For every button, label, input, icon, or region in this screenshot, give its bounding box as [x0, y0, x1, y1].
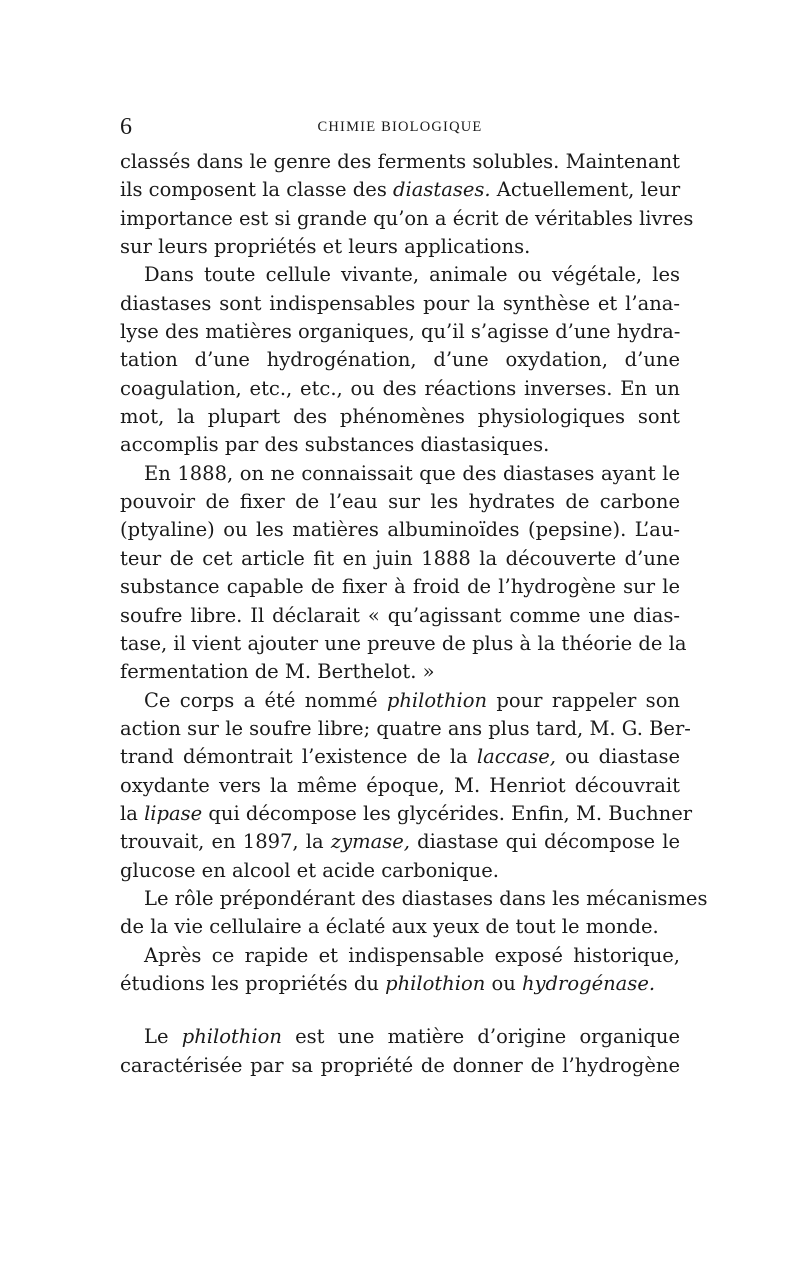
- text-line: (ptyaline) ou les matières albuminoïdes (pepsine). L’au-: [120, 518, 680, 542]
- body-text: [120, 148, 708, 1080]
- running-title: CHIMIE BIOLOGIQUE: [317, 119, 483, 135]
- text-line: trand démontrait l’existence de la laccase, ou diastase: [120, 745, 681, 769]
- text-line: pouvoir de fixer de l’eau sur les hydrates de carbone: [120, 490, 680, 514]
- text-line: coagulation, etc., etc., ou des réactions inverses. En un: [120, 376, 680, 400]
- text-line: fermentation de M. Berthelot. »: [120, 660, 435, 684]
- text-line: trouvait, en 1897, la zymase, diastase qui décompose le: [120, 830, 681, 854]
- text-line: de la vie cellulaire a éclaté aux yeux de tout le monde.: [120, 915, 659, 939]
- text-line: accomplis par des substances diastasiques.: [120, 433, 550, 457]
- text-line: oxydante vers la même époque, M. Henriot découvrait: [120, 773, 680, 797]
- text-line: action sur le soufre libre; quatre ans plus tard, M. G. Ber-: [120, 716, 691, 740]
- text-line: sur leurs propriétés et leurs applications.: [120, 235, 531, 259]
- text-line: diastases sont indispensables pour la synthèse et l’ana-: [120, 291, 680, 315]
- page-header: [0, 112, 800, 142]
- text-line: caractérisée par sa propriété de donner de l’hydrogène: [120, 1053, 680, 1077]
- text-line: En 1888, on ne connaissait que des diastases ayant le: [144, 461, 680, 485]
- text-line: Après ce rapide et indispensable exposé historique,: [144, 943, 680, 967]
- text-line: Ce corps a été nommé philothion pour rappeler son: [144, 688, 680, 712]
- text-line: Le philothion est une matière d’origine organique: [144, 1025, 680, 1049]
- text-line: lyse des matières organiques, qu’il s’agisse d’une hydra-: [120, 320, 681, 344]
- text-line: classés dans le genre des ferments solubles. Maintenant: [120, 150, 680, 173]
- text-line: importance est si grande qu’on a écrit de véritables livres: [120, 206, 694, 230]
- text-line: Dans toute cellule vivante, animale ou végétale, les: [144, 263, 680, 287]
- text-line: Le rôle prépondérant des diastases dans les mécanismes: [144, 886, 708, 910]
- text-line: tase, il vient ajouter une preuve de plus à la théorie de la: [120, 631, 687, 655]
- text-line: tation d’une hydrogénation, d’une oxydation, d’une: [120, 348, 680, 372]
- text-line: substance capable de fixer à froid de l’hydrogène sur le: [120, 575, 680, 599]
- text-line: mot, la plupart des phénomènes physiologiques sont: [120, 405, 680, 429]
- page-number: 6: [120, 114, 132, 140]
- text-line: ils composent la classe des diastases. Actuellement, leur: [120, 178, 681, 202]
- text-line: glucose en alcool et acide carbonique.: [120, 858, 499, 882]
- text-line: étudions les propriétés du philothion ou hydrogénase.: [120, 971, 656, 995]
- text-line: teur de cet article fit en juin 1888 la découverte d’une: [120, 546, 680, 570]
- text-line: la lipase qui décompose les glycérides. Enfin, M. Buchner: [120, 801, 693, 825]
- text-line: soufre libre. Il déclarait « qu’agissant comme une dias-: [120, 603, 680, 627]
